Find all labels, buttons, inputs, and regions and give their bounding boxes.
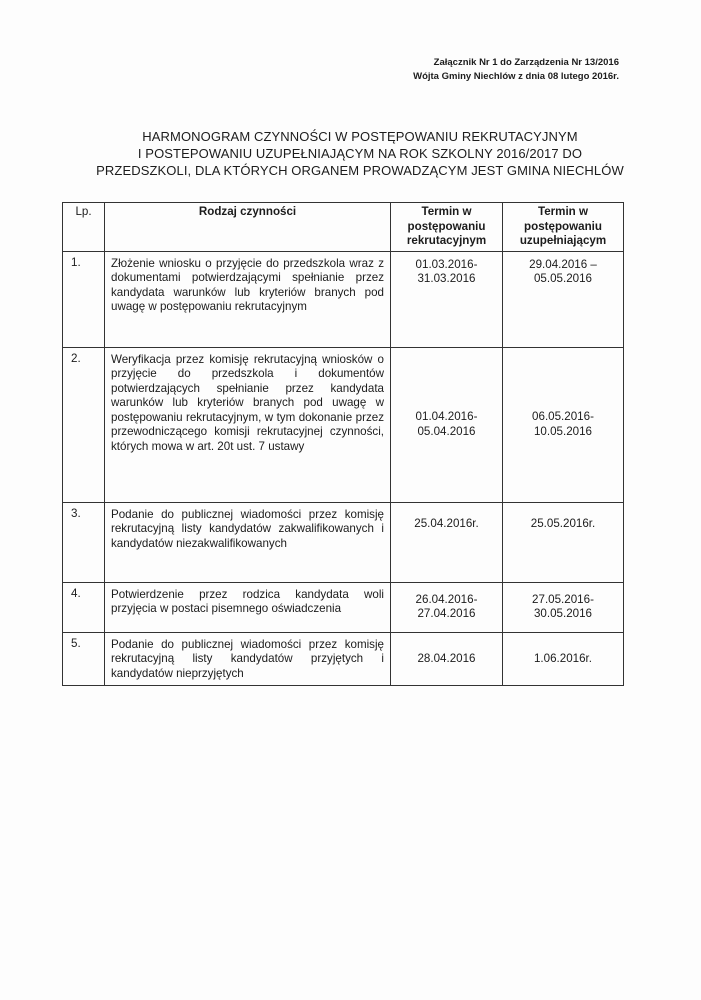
row-recruitment-date: 26.04.2016- 27.04.2016 — [391, 582, 503, 632]
row-supplementary-date: 1.06.2016r. — [503, 632, 624, 686]
row-supplementary-date: 25.05.2016r. — [503, 502, 624, 582]
table-row — [63, 502, 624, 582]
table-row — [63, 582, 624, 632]
row-recruitment-date: 28.04.2016 — [391, 632, 503, 686]
table-header-row — [63, 203, 624, 252]
row-supplementary-date: 06.05.2016- 10.05.2016 — [503, 347, 624, 502]
row-activity: Złożenie wniosku o przyjęcie do przedszkola wraz z dokumentami potwierdzającymi spełnianie przez kandydata warunków lub kryteriów branych pod uwagę w postępowaniu rekrutacyjnym — [105, 251, 391, 347]
row-number: 1. — [63, 251, 105, 347]
document-title — [80, 128, 640, 179]
row-recruitment-date: 01.04.2016- 05.04.2016 — [391, 347, 503, 502]
annex-reference — [413, 56, 619, 84]
table-row — [63, 632, 624, 686]
title-line-3: PRZEDSZKOLI, DLA KTÓRYCH ORGANEM PROWADZĄCYM JEST GMINA NIECHLÓW — [96, 163, 624, 178]
header-recruitment: Termin w postępowaniu rekrutacyjnym — [391, 203, 503, 252]
table-row — [63, 347, 624, 502]
row-number: 5. — [63, 632, 105, 686]
row-number: 2. — [63, 347, 105, 502]
row-activity: Podanie do publicznej wiadomości przez komisję rekrutacyjną listy kandydatów przyjętych i kandydatów nieprzyjętych — [105, 632, 391, 686]
title-line-2: I POSTEPOWANIU UZUPEŁNIAJĄCYM NA ROK SZKOLNY 2016/2017 DO — [137, 146, 583, 161]
row-number: 4. — [63, 582, 105, 632]
header-activity: Rodzaj czynności — [105, 203, 391, 252]
schedule-table — [62, 202, 624, 686]
row-activity: Weryfikacja przez komisję rekrutacyjną wniosków o przyjęcie do przedszkola i dokumentów potwierdzających spełnianie przez kandydata warunków lub kryteriów branych pod uwagę w postępowaniu rekrutacyjnym, w tym dokonanie przez przewodniczącego komisji rekrutacyjnej czynności, których mowa w art. 20t ust. 7 ustawy — [105, 347, 391, 502]
row-recruitment-date: 25.04.2016r. — [391, 502, 503, 582]
table-row — [63, 251, 624, 347]
row-number: 3. — [63, 502, 105, 582]
annex-line-1: Załącznik Nr 1 do Zarządzenia Nr 13/2016 — [433, 57, 619, 68]
row-supplementary-date: 29.04.2016 – 05.05.2016 — [503, 251, 624, 347]
annex-line-2: Wójta Gminy Niechlów z dnia 08 lutego 2016r. — [413, 71, 619, 82]
title-line-1: HARMONOGRAM CZYNNOŚCI W POSTĘPOWANIU REKRUTACYJNYM — [142, 129, 578, 144]
row-supplementary-date: 27.05.2016- 30.05.2016 — [503, 582, 624, 632]
header-supplementary: Termin w postępowaniu uzupełniającym — [503, 203, 624, 252]
row-activity: Podanie do publicznej wiadomości przez komisję rekrutacyjną listy kandydatów zakwalifikowanych i kandydatów niezakwalifikowanych — [105, 502, 391, 582]
header-lp: Lp. — [63, 203, 105, 252]
row-activity: Potwierdzenie przez rodzica kandydata woli przyjęcia w postaci pisemnego oświadczenia — [105, 582, 391, 632]
row-recruitment-date: 01.03.2016- 31.03.2016 — [391, 251, 503, 347]
